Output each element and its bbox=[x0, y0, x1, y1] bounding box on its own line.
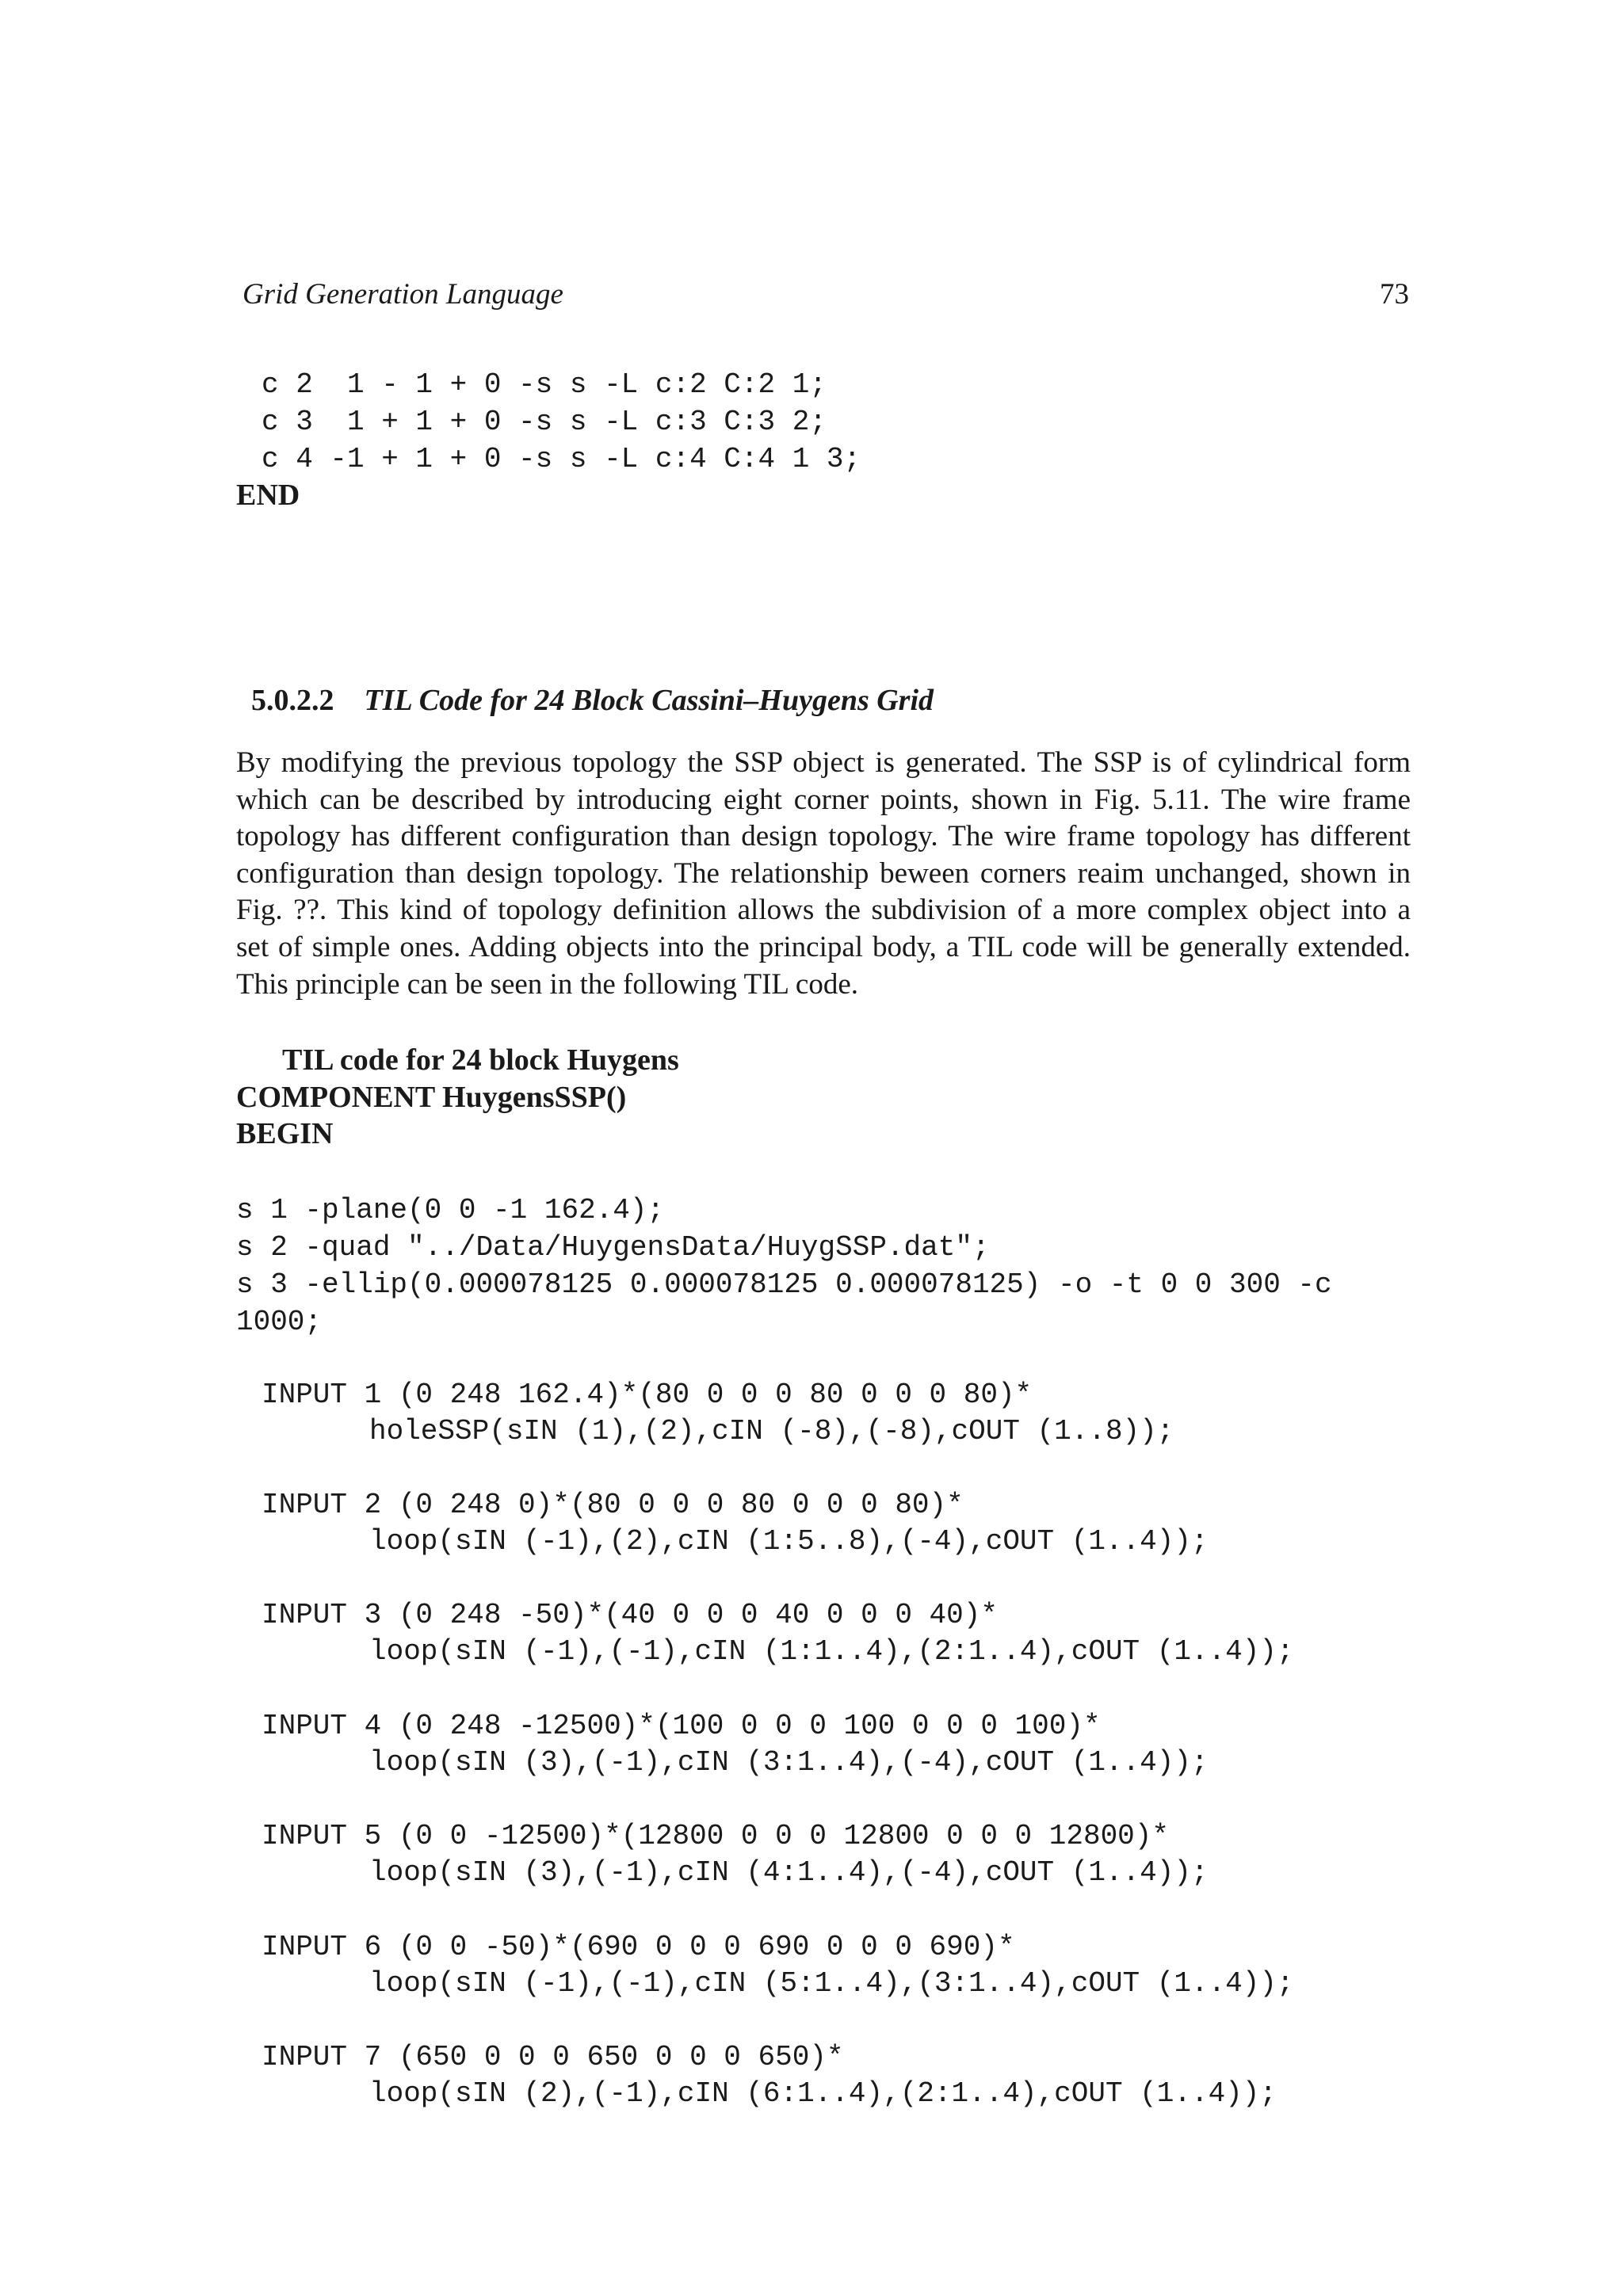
input-head: INPUT 4 (0 248 -12500)*(100 0 0 0 100 0 0 0 100)* bbox=[262, 1710, 1101, 1742]
end-keyword: END bbox=[236, 479, 300, 512]
input-head: INPUT 5 (0 0 -12500)*(12800 0 0 0 12800 0 0 0 12800)* bbox=[262, 1820, 1169, 1852]
code-line: c 3 1 + 1 + 0 -s s -L c:3 C:3 2; bbox=[262, 406, 827, 438]
paragraph-line: which can be described by introducing eight corner points, shown in Fig. 5.11. The wire frame bbox=[236, 783, 1411, 816]
paragraph-line: Fig. ??. This kind of topology definition allows the subdivision of a more complex object into a bbox=[236, 894, 1411, 927]
section-heading bbox=[236, 648, 934, 718]
input-head: INPUT 3 (0 248 -50)*(40 0 0 0 40 0 0 0 40)* bbox=[262, 1599, 998, 1631]
running-head bbox=[242, 277, 1409, 322]
section-title: TIL Code for 24 Block Cassini–Huygens Grid bbox=[364, 684, 934, 717]
input-body: loop(sIN (3),(-1),cIN (3:1..4),(-4),cOUT (1..4)); bbox=[369, 1746, 1209, 1779]
input-head: INPUT 1 (0 248 162.4)*(80 0 0 0 80 0 0 0 80)* bbox=[262, 1379, 1033, 1411]
paragraph-line: topology has different configuration than design topology. The wire frame topology has different bbox=[236, 820, 1411, 853]
input-head: INPUT 7 (650 0 0 0 650 0 0 0 650)* bbox=[262, 2041, 844, 2073]
input-head: INPUT 6 (0 0 -50)*(690 0 0 0 690 0 0 0 690)* bbox=[262, 1931, 1015, 1963]
body-paragraph bbox=[236, 745, 1411, 1003]
surface-definition: s 1 -plane(0 0 -1 162.4); bbox=[236, 1194, 665, 1226]
input-body: loop(sIN (2),(-1),cIN (6:1..4),(2:1..4),cOUT (1..4)); bbox=[369, 2077, 1277, 2110]
page-number: 73 bbox=[1380, 278, 1409, 311]
code-line: c 2 1 - 1 + 0 -s s -L c:2 C:2 1; bbox=[262, 368, 827, 401]
paragraph-line: set of simple ones. Adding objects into the principal body, a TIL code will be generally extended. bbox=[236, 930, 1411, 963]
begin-keyword: BEGIN bbox=[236, 1117, 334, 1150]
input-body: loop(sIN (-1),(2),cIN (1:5..8),(-4),cOUT (1..4)); bbox=[369, 1525, 1209, 1558]
input-body: loop(sIN (-1),(-1),cIN (5:1..4),(3:1..4),cOUT (1..4)); bbox=[369, 1967, 1294, 2000]
code-caption: TIL code for 24 block Huygens bbox=[282, 1043, 679, 1077]
running-title: Grid Generation Language bbox=[242, 278, 563, 311]
input-body: holeSSP(sIN (1),(2),cIN (-8),(-8),cOUT (1..8)); bbox=[369, 1415, 1174, 1447]
paragraph-line: By modifying the previous topology the SSP object is generated. The SSP is of cylindrical form bbox=[236, 746, 1411, 779]
paragraph-line: This principle can be seen in the following TIL code. bbox=[236, 967, 858, 1001]
surface-definition: s 3 -ellip(0.000078125 0.000078125 0.000078125) -o -t 0 0 300 -c bbox=[236, 1268, 1332, 1301]
input-body: loop(sIN (3),(-1),cIN (4:1..4),(-4),cOUT (1..4)); bbox=[369, 1856, 1209, 1889]
component-declaration: COMPONENT HuygensSSP() bbox=[236, 1081, 627, 1114]
section-number: 5.0.2.2 bbox=[251, 684, 334, 717]
surface-definition: s 2 -quad "../Data/HuygensData/HuygSSP.dat"; bbox=[236, 1231, 990, 1264]
input-head: INPUT 2 (0 248 0)*(80 0 0 0 80 0 0 0 80)* bbox=[262, 1489, 964, 1521]
paragraph-line: configuration than design topology. The relationship beween corners reaim unchanged, shown in bbox=[236, 856, 1411, 890]
code-line: c 4 -1 + 1 + 0 -s s -L c:4 C:4 1 3; bbox=[262, 443, 861, 475]
surface-definition: 1000; bbox=[236, 1306, 323, 1338]
input-body: loop(sIN (-1),(-1),cIN (1:1..4),(2:1..4),cOUT (1..4)); bbox=[369, 1635, 1294, 1668]
